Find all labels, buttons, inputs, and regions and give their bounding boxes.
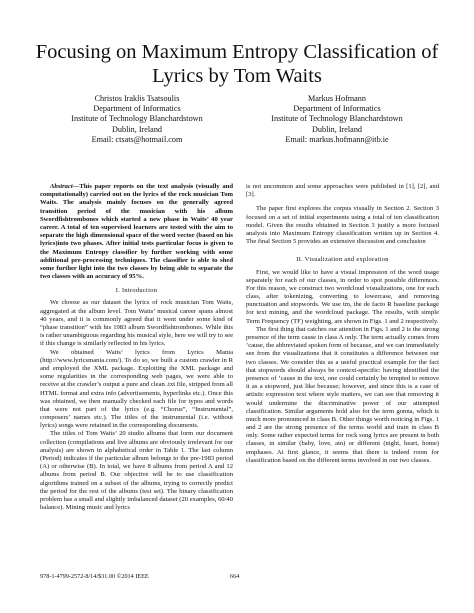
abstract-text: —This paper reports on the text analysis (visually and computationally) carried out on the lyrics of the rock musician Tom Waits. The analysis mainly focuses on the generally agreed transition period of the musician with his album Swordfishtrombones which started a new phase in Waits’ 40 year career. A total of ten supervised learners are tested with the aim to separate the high dimensional space of the word vector (based on his lyrics)into two phases. After initial tests particular focus is given to the Maximum Entropy classifier by further working with some additional pre-processing techniques. The classifier is able to shed some further light into the two classes by being able to separate the two classes with an accuracy of 95%. — [40, 183, 233, 281]
right-column — [246, 183, 439, 465]
section-heading-introduction: I. Introduction — [115, 287, 158, 295]
intro-paragraph: We obtained Waits’ lyrics from Lyrics Mania (http://www.lyricsmania.com/). To do so, we built a custom crawler in R and employed the XML package. Exploiting the XML package and some regularities in the corresponding web pages, we were able to receive at the crawler’s output a pure and clean .txt file, stripped from all HTML format and extra info (advertisements, hyperlinks etc.). Once this was obtained, we then manually checked each file for typos and words that were not part of the lyrics (e.g. “Chorus”, “Instrumental”, composers’ names etc.). The titles of the instrumental (i.e. without lyrics) songs were retained in the corresponding documents. — [40, 348, 233, 430]
outline-paragraph: The paper first explores the corpus visually in Section 2. Section 3 focused on a set of initial experiments using a total of ten classification model. Given the results obtained in Section 3 justify a more focused analysis into Maximum Entropy classification written up in Section 4. The final Section 5 provides an extensive discussion and conclusion — [246, 205, 439, 246]
section-heading-visualization: II. Visualization and exploration — [296, 256, 389, 264]
author-city: Dublin, Ireland — [311, 124, 363, 134]
abstract-label: Abstract — [50, 183, 73, 190]
author-name: Markus Hofmann — [308, 94, 366, 103]
author-block-2 — [262, 94, 412, 145]
abstract — [40, 183, 233, 281]
intro-paragraph: The titles of Tom Waits’ 20 studio albums that form our document collection (compilations and live albums are obviously irrelevant for our analysis) are shown in alphabetical order in Table 1. The last column (Period) indicates if the particular album belongs to the pre-1983 period (A) or otherwise (B). In total, we have 8 albums from period A and 12 albums from period B. Our objective will be to use classification algorithms trained on a subset of the albums, trying to correctly predict the period for the rest of the albums (test set). The binary classification problem has a small and slightly imbalanced dataset (20 examples, 60/40 balance). Mining music and lyrics — [40, 430, 233, 512]
footer-isbn: 978-1-4799-2572-8/14/$31.00 ©2014 IEEE — [40, 573, 149, 580]
author-department: Department of Informatics — [93, 104, 181, 114]
intro-continuation: is not uncommon and some approaches were published in [1], [2], and [3]. — [246, 183, 439, 199]
visualization-paragraph: The first thing that catches our attention in Figs. 1 and 2 is the strong presence of the term cause in class A only. The term actually comes from ’cause, the abbreviated spoken form of because, and we can immediately see from the visualizations that it constitutes a difference between our two classes. We consider this as a useful practical example for the fact that stopwords should always be context-specific: having identified the presence of ’cause in the text, one could certainly be tempted to remove it as a stopword, just like because; however, and since this is a case of artistic expression text where style matters, we can see that removing it would undermine the discriminative power of our attempted classification. Similar arguments hold also for the term gonna, which is much more pronounced in class B. Other things worth noticing in Figs. 1 and 2 are the strong presence of the terms world and train in class B only. Some rather expected terms for rock song lyrics are present in both classes, in similar (baby, love, ain) or different (night, heart, home) emphases. At first glance, it seems that there is indeed room for classification based on the different terms involved in our two classes. — [246, 325, 439, 464]
author-department: Department of Informatics — [293, 104, 381, 114]
author-email: Email: markus.hofmann@itb.ie — [285, 134, 389, 144]
paper-title: Focusing on Maximum Entropy Classification of Lyrics by Tom Waits — [35, 41, 439, 87]
visualization-paragraph: First, we would like to have a visual impression of the word usage separately for each of our classes, in order to spot possible differences. For this reason, we construct two wordcloud visualizations, one for each class, after tokenizing, converting to lowercase, and removing punctuation and stopwords. We use tm, the de facto R baseline package for text mining, and the wordcloud package. The results, with simple Term Frequency (TF) weighting, are shown in Figs. 1 and 2 respectively. — [246, 268, 439, 325]
author-block-1 — [62, 94, 212, 145]
author-email: Email: ctsats@hotmail.com — [91, 134, 183, 144]
intro-paragraph: We choose as our dataset the lyrics of rock musician Tom Waits, aggregated at the album level. Tom Waits’ musical career spans almost 40 years, and it is commonly agreed that it went under some kind of “phase transition” with his 1983 album Swordfishtrombones. While this is rather unambiguous regarding his musical style, here we will try to see if this change is similarly reflected in his lyrics. — [40, 299, 233, 348]
left-column — [40, 183, 233, 512]
author-institute: Institute of Technology Blanchardstown — [71, 114, 203, 124]
author-city: Dublin, Ireland — [111, 124, 163, 134]
author-name: Christos Iraklis Tsatsoulis — [94, 94, 180, 103]
author-institute: Institute of Technology Blanchardstown — [271, 114, 403, 124]
page-number: 664 — [230, 573, 240, 580]
